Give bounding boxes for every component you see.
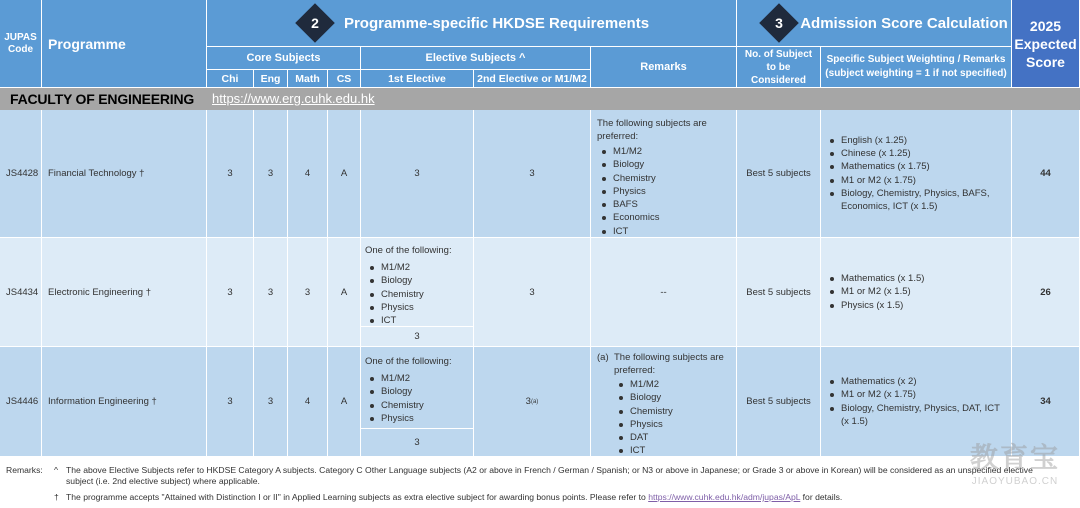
elective1-value: 3 [361,110,474,238]
subjects-considered: Best 5 subjects [737,110,821,238]
programme-name: Information Engineering † [42,347,207,457]
remarks-list [597,145,659,238]
weighting-list [825,272,924,312]
remarks-value: -- [591,238,737,347]
section3-number: 3 [775,15,783,31]
remarks-cell [591,347,737,457]
list-item: Biology [365,385,469,398]
list-item: M1 or M2 (x 1.5) [825,285,924,298]
note2-text: The programme accepts "Attained with Distinction I or II" in Applied Learning subjects as extra elective subject for awarding bonus points. Please refer to [66,492,646,502]
list-item: M1 or M2 (x 1.75) [825,388,1007,401]
expected-score: 34 [1012,347,1080,457]
list-item: Biology [365,274,469,287]
elective1-list [365,261,469,327]
elective2-value: 3 [474,238,591,347]
weighting-list [825,375,1007,428]
list-item: Biology [597,158,659,171]
remarks-intro: The following subjects are preferred: [597,118,707,142]
elective2-cell [474,347,591,457]
list-item: English (x 1.25) [825,134,1007,147]
footer-remarks [0,457,1080,508]
list-item: Physics [365,301,469,314]
chi-label: Chi [221,72,239,85]
jupas-code: JS4446 [0,347,42,457]
eng-label: Eng [260,72,281,85]
math-value: 3 [288,238,328,347]
section2-number: 2 [311,15,319,31]
weighting-label: Specific Subject Weighting / Remarks (subject weighting = 1 if not specified) [825,54,1007,79]
list-item: Chemistry [365,288,469,301]
remarks-marker: (a) [597,352,609,363]
list-item: Mathematics (x 1.5) [825,272,924,285]
elective2-label: 2nd Elective or M1/M2 [477,72,587,85]
list-item: ICT [365,314,469,327]
list-item: ICT [597,225,659,238]
header-remarks [591,47,737,88]
remarks-list [614,378,730,458]
no-subjects-label: No. of Subject to be Considered [744,48,813,86]
weighting-list [825,134,1007,214]
table-row [0,238,1080,347]
math-label: Math [295,72,320,85]
list-item: Physics [614,418,730,431]
elective2-value: 3 [525,396,531,407]
list-item: Chinese (x 1.25) [825,147,1007,160]
programme-name: Electronic Engineering † [42,238,207,347]
eng-value: 3 [254,110,288,238]
elective1-cell [361,347,474,457]
list-item: Biology, Chemistry, Physics, BAFS, Economics, ICT (x 1.5) [825,187,1007,214]
header-elective-subjects [361,47,591,70]
list-item: Mathematics (x 1.75) [825,160,1007,173]
elective1-intro: One of the following: [365,245,452,256]
expected-score-label: 2025 Expected Score [1014,17,1077,70]
list-item: Physics (x 1.5) [825,299,924,312]
elective1-label: 1st Elective [388,72,446,85]
list-item: Mathematics (x 2) [825,375,1007,388]
jupas-code: JS4428 [0,110,42,238]
programme-name: Financial Technology † [42,110,207,238]
header-elective1 [361,70,474,88]
list-item: M1/M2 [365,372,469,385]
list-item: Chemistry [365,399,469,412]
note1-marker: ^ [54,465,59,475]
list-item: Economics [597,211,659,224]
chi-value: 3 [207,347,254,457]
elective2-value: 3 [474,110,591,238]
list-item: BAFS [597,198,659,211]
header-weighting [821,47,1012,88]
math-value: 4 [288,347,328,457]
note2-end: for details. [802,492,843,502]
eng-value: 3 [254,238,288,347]
footer-remarks-label: Remarks: [6,465,43,475]
jupas-code: JS4434 [0,238,42,347]
header-no-subjects [737,47,821,88]
cs-value: A [328,110,361,238]
cs-value: A [328,347,361,457]
jupas-code-label: JUPAS Code [4,31,37,55]
header-math [288,70,328,88]
elective2-sup: (a) [530,398,539,405]
header-core-subjects [207,47,361,70]
header-elective2 [474,70,591,88]
expected-score: 44 [1012,110,1080,238]
list-item: Physics [365,412,469,425]
faculty-link[interactable]: https://www.erg.cuhk.edu.hk [212,91,375,106]
weighting-cell [821,238,1012,347]
section2-title: Programme-specific HKDSE Requirements [343,14,650,32]
list-item: ICT [614,444,730,457]
elective1-value: 3 [414,331,420,342]
expected-score: 26 [1012,238,1080,347]
table-row [0,110,1080,238]
header-cs [328,70,361,88]
elective1-cell [361,238,474,347]
header-jupas-code [0,0,42,88]
note2-marker: † [54,492,59,502]
list-item: Chemistry [614,405,730,418]
cs-label: CS [336,72,352,85]
header-chi [207,70,254,88]
eng-value: 3 [254,347,288,457]
header-section2 [207,0,737,47]
elective1-intro: One of the following: [365,356,452,367]
list-item: M1/M2 [597,145,659,158]
programme-label: Programme [48,35,126,52]
header-programme [42,0,207,88]
cs-value: A [328,238,361,347]
elective1-value: 3 [414,437,420,448]
header-expected-score [1012,0,1080,88]
subjects-considered: Best 5 subjects [737,347,821,457]
table-row [0,347,1080,457]
watermark [970,436,1060,487]
remarks-cell [591,110,737,238]
remarks-label: Remarks [640,61,687,73]
math-value: 4 [288,110,328,238]
list-item: Biology, Chemistry, Physics, DAT, ICT (x 1.5) [825,402,1007,429]
list-item: M1/M2 [365,261,469,274]
elective-subjects-label: Elective Subjects ^ [425,52,526,64]
list-item: M1 or M2 (x 1.75) [825,174,1007,187]
chi-value: 3 [207,238,254,347]
watermark-domain: JIAOYUBAO.CN [971,476,1059,487]
core-subjects-label: Core Subjects [246,52,321,64]
section3-title: Admission Score Calculation [800,14,1008,32]
header-eng [254,70,288,88]
elective1-list [365,372,469,425]
chi-value: 3 [207,110,254,238]
list-item: Biology [614,391,730,404]
weighting-cell [821,110,1012,238]
subjects-considered: Best 5 subjects [737,238,821,347]
note2-line [66,492,1051,503]
list-item: Physics [597,185,659,198]
list-item: DAT [614,431,730,444]
watermark-logo-text: 教育宝 [969,441,1060,474]
note2-link[interactable]: https://www.cuhk.edu.hk/adm/jupas/ApL [648,492,801,502]
faculty-name: FACULTY OF ENGINEERING [10,91,195,107]
note1-text: The above Elective Subjects refer to HKDSE Category A subjects. Category C Other Language subjects (A2 or above in French / German / Spanish; or N3 or above in Japanese; or Grade 3 or above in Korean) will be considered as an unspecified elective subject (i.e. 2nd elective subject) where applicable. [66,465,1033,486]
list-item: Chemistry [597,172,659,185]
remarks-intro: The following subjects are preferred: [614,352,724,376]
list-item: M1/M2 [614,378,730,391]
